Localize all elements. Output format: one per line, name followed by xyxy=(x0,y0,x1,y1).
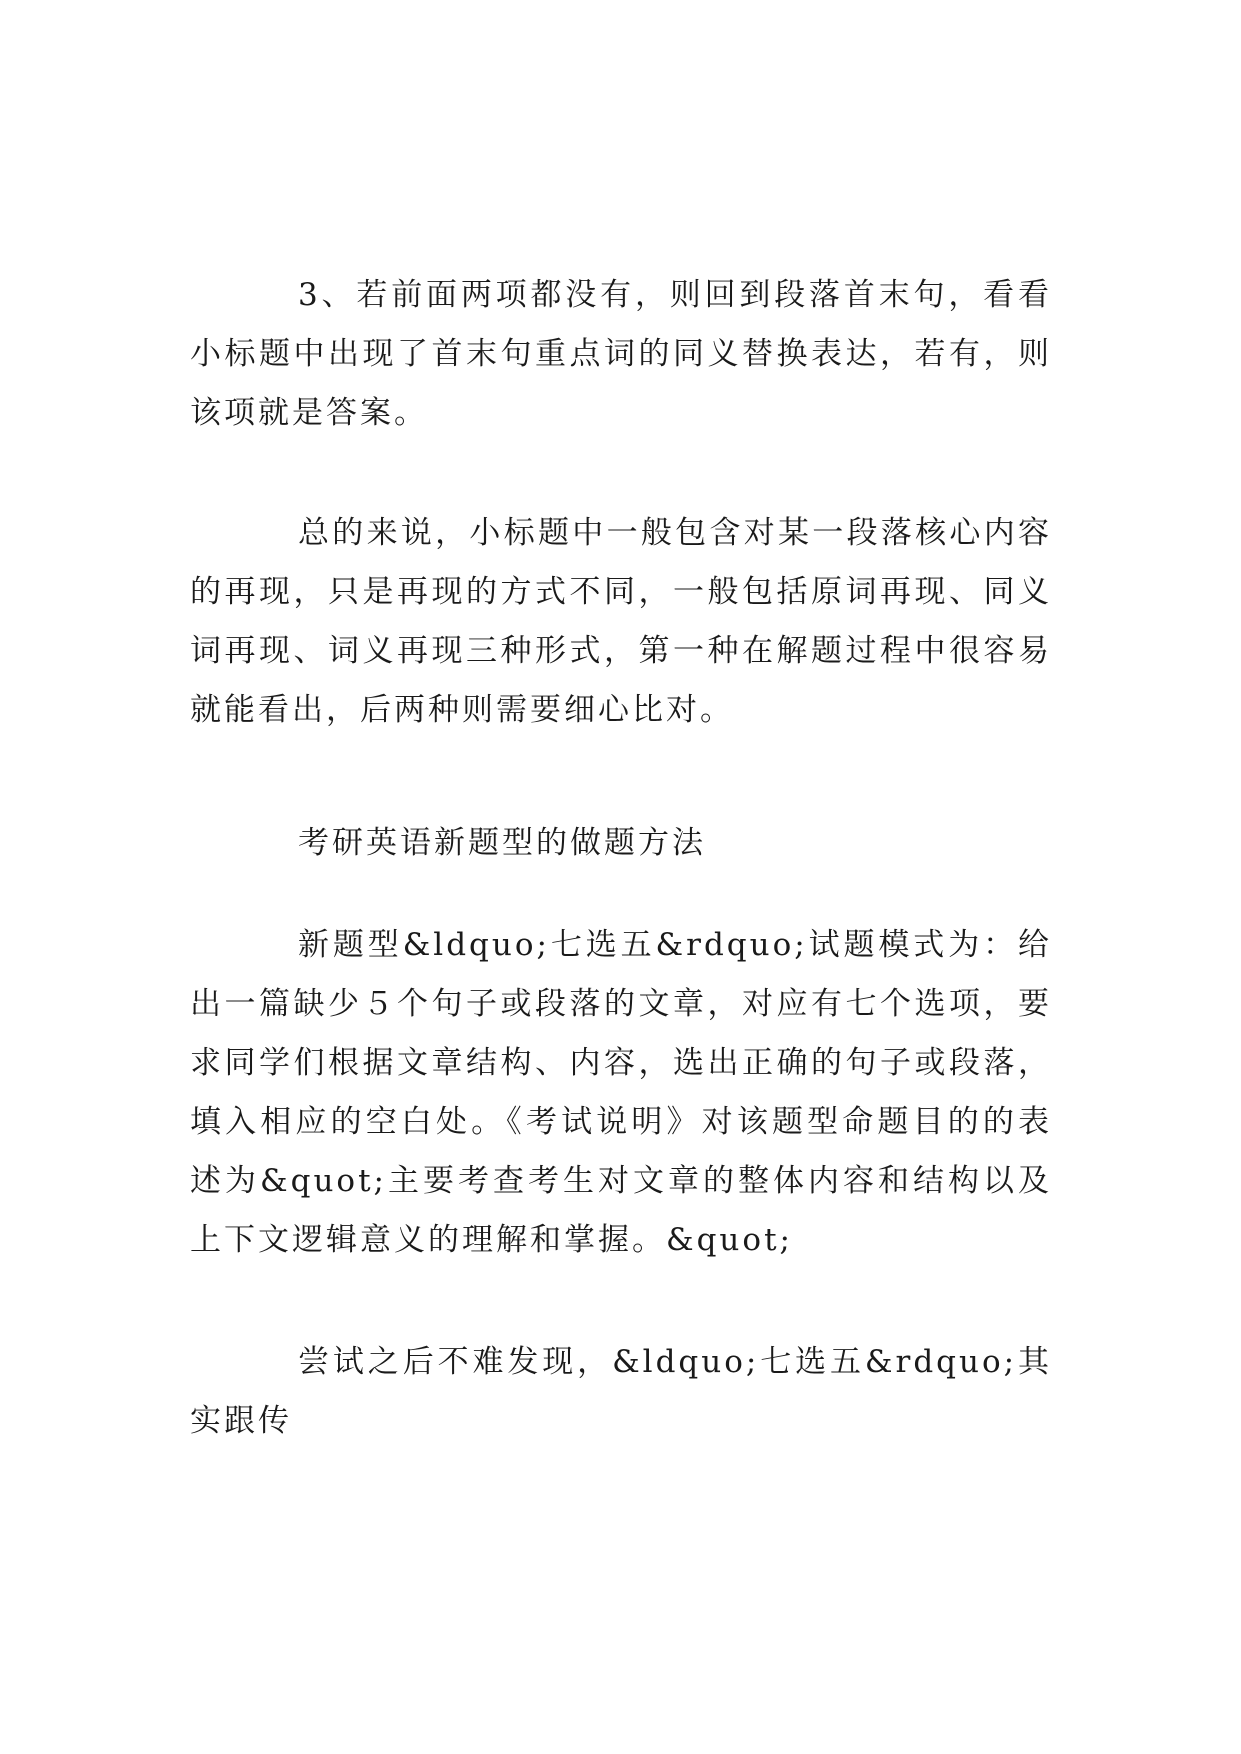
paragraph-new-question-type: 新题型&ldquo;七选五&rdquo;试题模式为：给出一篇缺少５个句子或段落的文章，对应有七个选项，要求同学们根据文章结构、内容，选出正确的句子或段落，填入相应的空白处。《考试说明》对该题型命题目的的表述为&quot;主要考查考生对文章的整体内容和结构以及上下文逻辑意义的理解和掌握。&quot; xyxy=(190,927,1052,1258)
paragraph-summary: 总的来说，小标题中一般包含对某一段落核心内容的再现，只是再现的方式不同，一般包括原词再现、同义词再现、词义再现三种形式，第一种在解题过程中很容易就能看出，后两种则需要细心比对。 xyxy=(190,515,1052,728)
paragraph-title-steps: 3、若前面两项都没有，则回到段落首末句，看看小标题中出现了首末句重点词的同义替换表达，若有，则该项就是答案。 xyxy=(190,277,1052,431)
section-heading: 考研英语新题型的做题方法 xyxy=(298,825,706,861)
paragraph-trial: 尝试之后不难发现，&ldquo;七选五&rdquo;其实跟传 xyxy=(190,1344,1052,1439)
